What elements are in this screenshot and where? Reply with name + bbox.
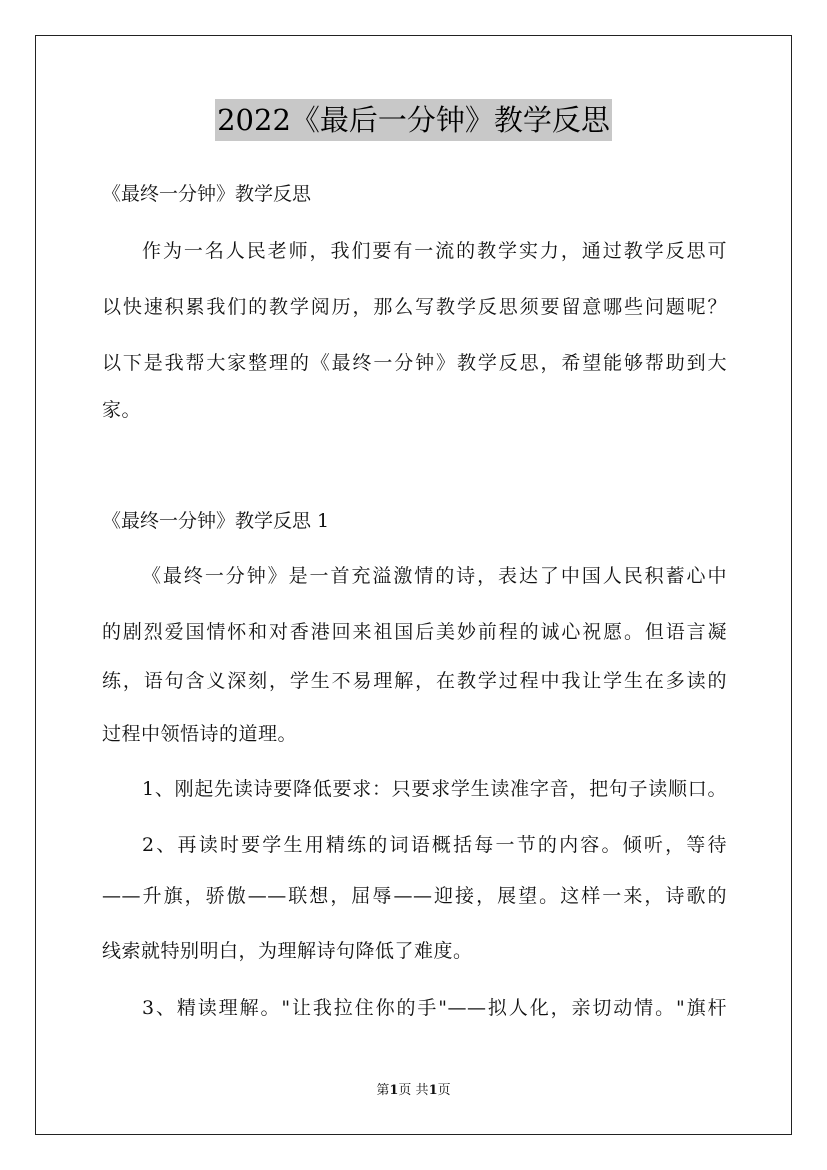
title-wrap bbox=[0, 99, 827, 141]
footer-page-total: 1 bbox=[428, 1083, 438, 1098]
intro-line-1: 作为一名人民老师，我们要有一流的教学实力，通过教学反思可 bbox=[142, 240, 727, 262]
footer-page-suffix: 页 bbox=[437, 1083, 451, 1098]
item2-line-1: 2、再读时要学生用精练的词语概括每一节的内容。倾听，等待 bbox=[142, 834, 727, 856]
para1-line-3: 练，语句含义深刻，学生不易理解，在教学过程中我让学生在多读的 bbox=[102, 670, 727, 692]
footer-page-mid: 页 共 bbox=[398, 1083, 429, 1098]
footer-page-num: 1 bbox=[389, 1083, 399, 1098]
para1-line-2: 的剧烈爱国情怀和对香港回来祖国后美妙前程的诚心祝愿。但语言凝 bbox=[102, 621, 727, 643]
item2-line-3: 线索就特别明白，为理解诗句降低了难度。 bbox=[102, 940, 473, 962]
intro-line-3: 以下是我帮大家整理的《最终一分钟》教学反思，希望能够帮助到大 bbox=[102, 352, 727, 374]
intro-line-2: 以快速积累我们的教学阅历，那么写教学反思须要留意哪些问题呢？ bbox=[102, 296, 727, 318]
subtitle: 《最终一分钟》教学反思 bbox=[102, 183, 312, 205]
intro-line-4: 家。 bbox=[102, 399, 142, 421]
page-footer bbox=[0, 1082, 827, 1100]
footer-page-prefix: 第 bbox=[376, 1083, 390, 1098]
item3-line: 3、精读理解。"让我拉住你的手"——拟人化，亲切动情。"旗杆 bbox=[142, 997, 727, 1019]
item1-line: 1、刚起先读诗要降低要求：只要求学生读准字音，把句子读顺口。 bbox=[142, 778, 727, 800]
para1-line-1: 《最终一分钟》是一首充溢激情的诗，表达了中国人民积蓄心中 bbox=[142, 565, 727, 587]
item2-line-2: ——升旗，骄傲——联想，屈辱——迎接，展望。这样一来，诗歌的 bbox=[102, 885, 727, 907]
para1-line-4: 过程中领悟诗的道理。 bbox=[102, 723, 298, 745]
document-title: 2022《最后一分钟》教学反思 bbox=[215, 99, 612, 141]
section-heading: 《最终一分钟》教学反思 1 bbox=[102, 510, 330, 532]
